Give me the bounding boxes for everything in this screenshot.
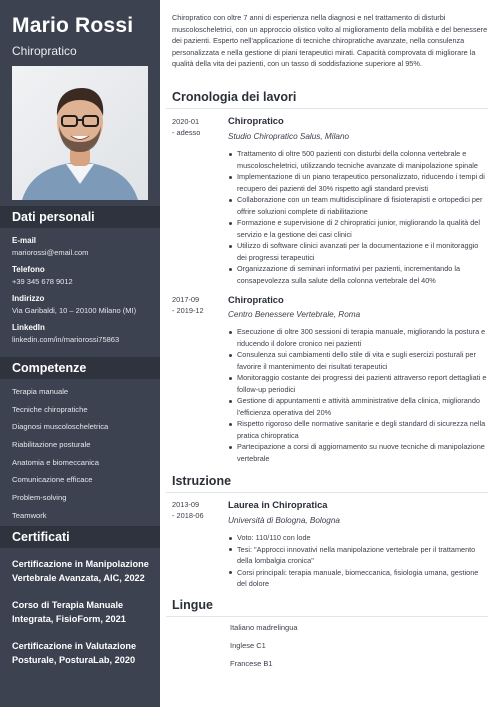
skill-item: Anatomia e biomeccanica <box>12 458 99 467</box>
list-item: Utilizzo di software clinici avanzati per la documentazione e il monitoraggio dei progressi terapeutici <box>228 240 488 263</box>
job-date-start: 2020-01 <box>172 117 200 126</box>
list-item: Rispetto rigoroso delle normative sanitarie e degli standard di sicurezza nella pratica chiropratica <box>228 418 488 441</box>
section-divider <box>166 108 488 109</box>
profile-summary: Chiropratico con oltre 7 anni di esperienza nella diagnosi e nel trattamento di disturbi muscoloscheletrici, con un approccio olistico volto al miglioramento della mobilità e del benessere dei pazienti. Esperto nell'applicazione di tecniche chiropratiche avanzate, nella consulenza personalizzata e nella gestione di piani terapeutici mirati. Capacità comprovata di migliorare la qualità della vita dei pazienti, con un tasso di soddisfazione superiore al 95%. <box>172 13 488 68</box>
list-item: Esecuzione di oltre 300 sessioni di terapia manuale, migliorando la postura e riducendo il dolore cronico nei pazienti <box>228 326 488 349</box>
list-item: Corsi principali: terapia manuale, biomeccanica, fisiologia umana, gestione del dolore <box>228 567 488 590</box>
candidate-name: Mario Rossi <box>12 14 134 37</box>
job-bullets <box>228 148 488 286</box>
skill-item: Problem-solving <box>12 493 67 502</box>
linkedin-label: LinkedIn <box>12 323 45 332</box>
school-name: Università di Bologna, Bologna <box>228 516 340 525</box>
job-date-start: 2017-09 <box>172 295 200 304</box>
skill-item: Diagnosi muscoloscheletrica <box>12 422 109 431</box>
education-section-title: Istruzione <box>172 474 232 488</box>
certification-item: Certificazione in Manipolazione Vertebrale Avanzata, AIC, 2022 <box>12 559 149 583</box>
education-date-end: - 2018-06 <box>172 511 204 520</box>
skills-section-title: Competenze <box>0 357 160 379</box>
job-company: Studio Chiropratico Salus, Milano <box>228 132 350 141</box>
work-section-title: Cronologia dei lavori <box>172 90 297 104</box>
list-item: Voto: 110/110 con lode <box>228 532 488 544</box>
list-item: Partecipazione a corsi di aggiornamento su nuove tecniche di manipolazione vertebrale <box>228 441 488 464</box>
education-bullets <box>228 532 488 590</box>
job-company: Centro Benessere Vertebrale, Roma <box>228 310 361 319</box>
phone-label: Telefono <box>12 265 45 274</box>
phone-value: +39 345 678 9012 <box>12 277 73 286</box>
skill-item: Terapia manuale <box>12 387 69 396</box>
personal-section-title: Dati personali <box>0 206 160 228</box>
language-item: Francese B1 <box>230 659 273 668</box>
languages-section-title: Lingue <box>172 598 213 612</box>
list-item: Tesi: "Approcci innovativi nella manipolazione vertebrale per il trattamento della lombalgia cronica" <box>228 544 488 567</box>
list-item: Monitoraggio costante dei progressi dei pazienti attraverso report dettagliati e follow-up periodici <box>228 372 488 395</box>
language-item: Inglese C1 <box>230 641 266 650</box>
profile-photo <box>12 66 148 200</box>
degree-title: Laurea in Chiropratica <box>228 499 328 510</box>
job-title: Chiropratico <box>228 294 284 305</box>
language-item: Italiano madrelingua <box>230 623 298 632</box>
certification-item: Certificazione in Valutazione Posturale, PosturaLab, 2020 <box>12 641 137 665</box>
list-item: Formazione e supervisione di 2 chiropratici junior, migliorando la qualità del servizio e la gestione dei casi clinici <box>228 217 488 240</box>
address-label: Indirizzo <box>12 294 45 303</box>
email-value: mariorossi@email.com <box>12 248 89 257</box>
list-item: Gestione di appuntamenti e attività amministrative della clinica, migliorando l'efficienza operativa del 20% <box>228 395 488 418</box>
certifications-section-title: Certificati <box>0 526 160 548</box>
skill-item: Riabilitazione posturale <box>12 440 91 449</box>
list-item: Consulenza sui cambiamenti dello stile di vita e sugli esercizi posturali per favorire il mantenimento dei risultati terapeutici <box>228 349 488 372</box>
section-divider <box>166 616 488 617</box>
skill-item: Teamwork <box>12 511 47 520</box>
email-label: E-mail <box>12 236 37 245</box>
skill-item: Comunicazione efficace <box>12 475 93 484</box>
address-value: Via Garibaldi, 10 – 20100 Milano (MI) <box>12 306 137 315</box>
job-date-end: - 2019-12 <box>172 306 204 315</box>
list-item: Organizzazione di seminari informativi per pazienti, incrementando la consapevolezza sulla salute della colonna vertebrale del 40% <box>228 263 488 286</box>
candidate-role: Chiropratico <box>12 44 77 58</box>
job-date-end: - adesso <box>172 128 201 137</box>
certification-item: Corso di Terapia Manuale Integrata, FisioForm, 2021 <box>12 600 126 624</box>
section-divider <box>166 492 488 493</box>
list-item: Trattamento di oltre 500 pazienti con disturbi della colonna vertebrale e muscoloscheletrici, utilizzando tecniche avanzate di manipolazione spinale <box>228 148 488 171</box>
job-title: Chiropratico <box>228 115 284 126</box>
education-date-start: 2013-09 <box>172 500 200 509</box>
linkedin-value: linkedin.com/in/mariorossi75863 <box>12 335 120 344</box>
sidebar <box>0 0 160 707</box>
list-item: Collaborazione con un team multidisciplinare di fisioterapisti e ortopedici per offrire soluzioni complete di riabilitazione <box>228 194 488 217</box>
job-bullets <box>228 326 488 464</box>
skill-item: Tecniche chiropratiche <box>12 405 88 414</box>
list-item: Implementazione di un piano terapeutico personalizzato, riducendo i tempi di recupero dei pazienti del 30% rispetto agli standard previsti <box>228 171 488 194</box>
